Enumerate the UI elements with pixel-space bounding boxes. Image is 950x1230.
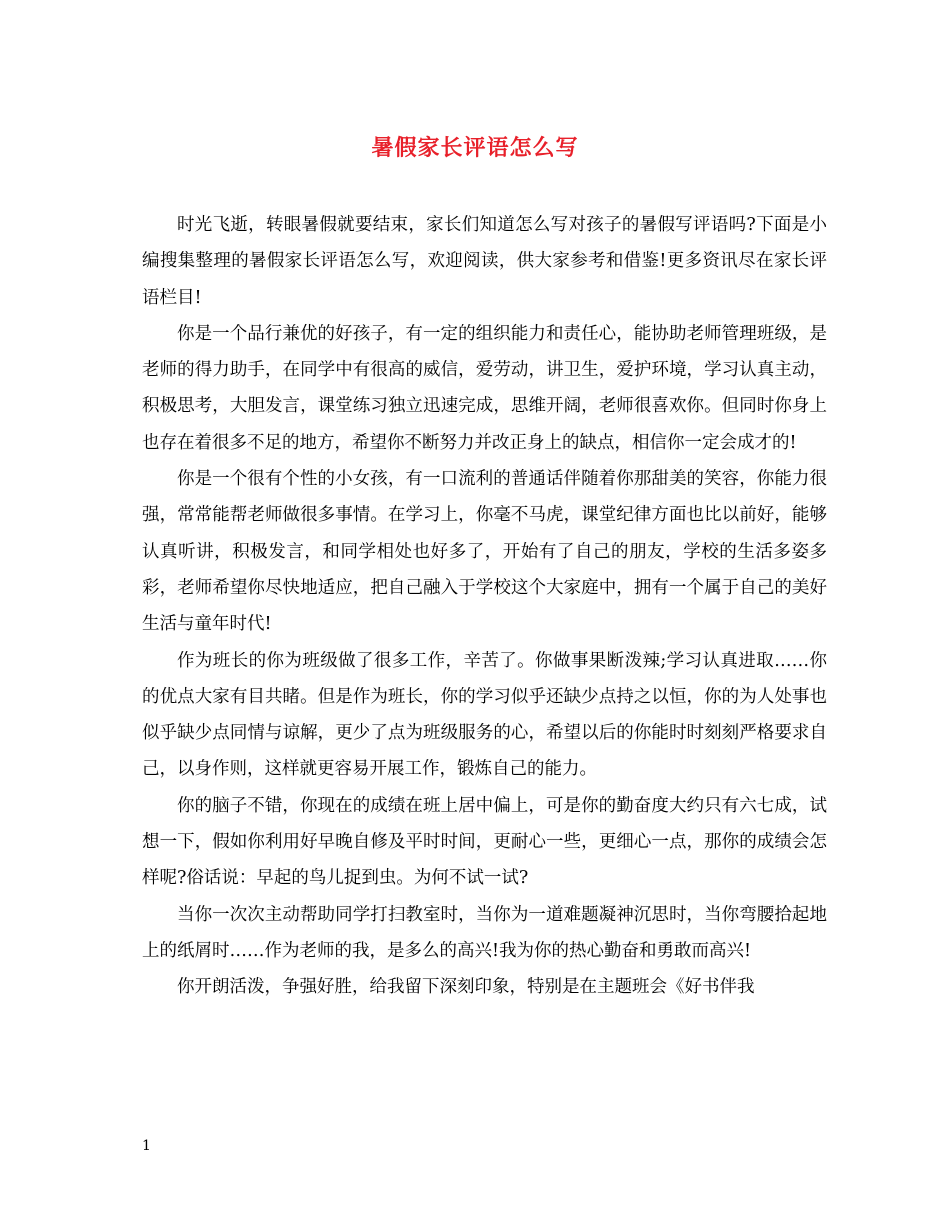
document-body	[142, 207, 827, 1006]
paragraph: 你是一个很有个性的小女孩，有一口流利的普通话伴随着你那甜美的笑容，你能力很强，常常能帮老师做很多事情。在学习上，你毫不马虎，课堂纪律方面也比以前好，能够认真听讲，积极发言，和同学相处也好多了，开始有了自己的朋友，学校的生活多姿多彩，老师希望你尽快地适应，把自己融入于学校这个大家庭中，拥有一个属于自己的美好生活与童年时代!	[142, 469, 827, 635]
page-number: 1	[142, 1138, 151, 1154]
document-title: 暑假家长评语怎么写	[371, 135, 579, 161]
paragraph: 你开朗活泼，争强好胜，给我留下深刻印象，特别是在主题班会《好书伴我	[177, 977, 755, 998]
paragraph: 时光飞逝，转眼暑假就要结束，家长们知道怎么写对孩子的暑假写评语吗?下面是小编搜集整理的暑假家长评语怎么写，欢迎阅读，供大家参考和借鉴!更多资讯尽在家长评语栏目!	[142, 215, 827, 308]
paragraph: 作为班长的你为班级做了很多工作，辛苦了。你做事果断泼辣;学习认真进取……你的优点大家有目共睹。但是作为班长，你的学习似乎还缺少点持之以恒，你的为人处事也似乎缺少点同情与谅解，更少了点为班级服务的心，希望以后的你能时时刻刻严格要求自己，以身作则，这样就更容易开展工作，锻炼自己的能力。	[142, 650, 827, 780]
paragraph: 你的脑子不错，你现在的成绩在班上居中偏上，可是你的勤奋度大约只有六七成，试想一下，假如你利用好早晚自修及平时时间，更耐心一些，更细心一点，那你的成绩会怎样呢?俗话说：早起的鸟儿捉到虫。为何不试一试?	[142, 795, 827, 889]
paragraph: 当你一次次主动帮助同学打扫教室时，当你为一道难题凝神沉思时，当你弯腰拾起地上的纸屑时……作为老师的我，是多么的高兴!我为你的热心勤奋和勇敢而高兴!	[142, 904, 827, 961]
paragraph: 你是一个品行兼优的好孩子，有一定的组织能力和责任心，能协助老师管理班级，是老师的得力助手，在同学中有很高的威信，爱劳动，讲卫生，爱护环境，学习认真主动，积极思考，大胆发言，课堂练习独立迅速完成，思维开阔，老师很喜欢你。但同时你身上也存在着很多不足的地方，希望你不断努力并改正身上的缺点，相信你一定会成才的!	[142, 323, 827, 453]
